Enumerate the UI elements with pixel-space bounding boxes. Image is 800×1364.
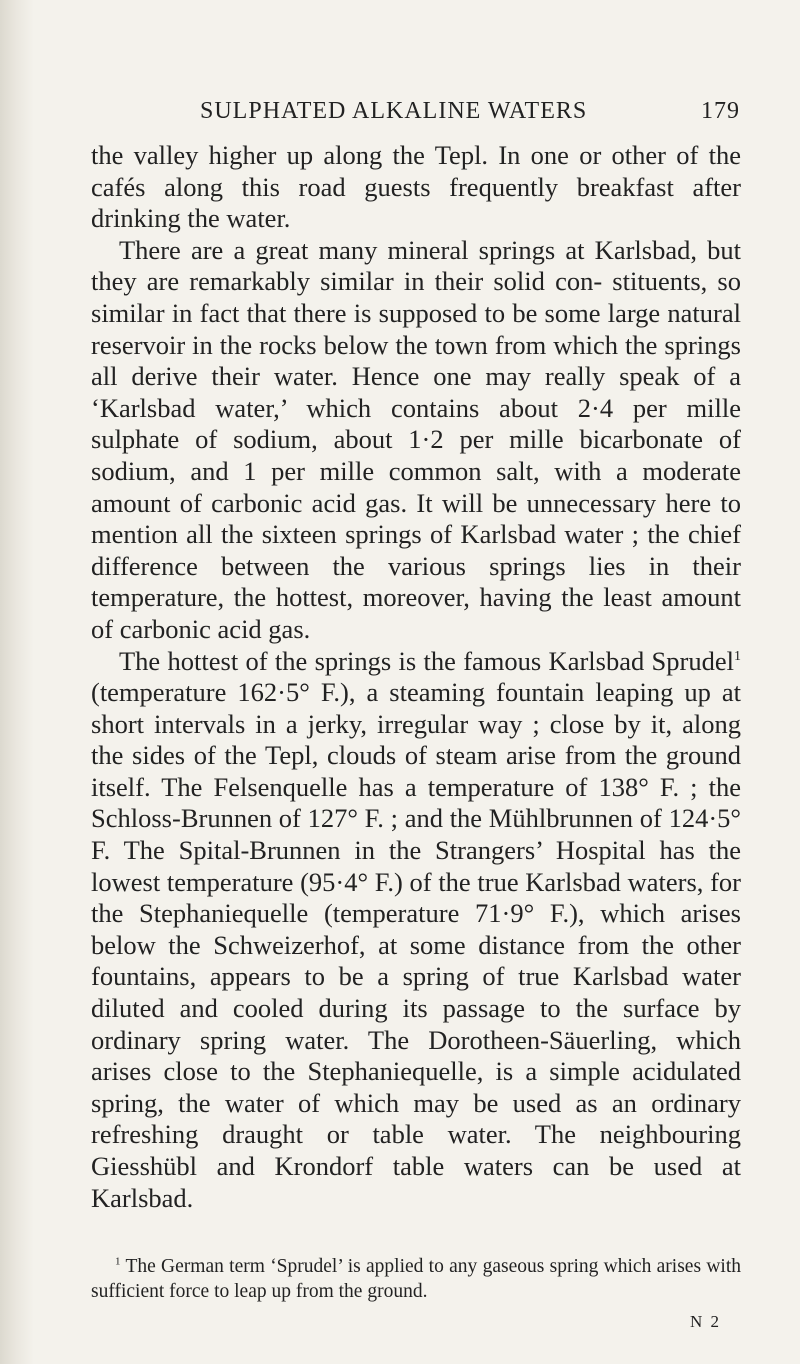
signature-mark: N 2 xyxy=(690,1312,722,1331)
paragraph-2: There are a great many mineral springs at Karlsbad, but they are remarkably similar in their solid con- stituents, so similar in fact that there is supposed to be some large natural reservoir in the rocks below the town from which the springs all derive their water. Hence one may really speak of a ‘Karlsbad water,’ which contains about 2·4 per mille sulphate of sodium, about 1·2 per mille bicarbonate of sodium, and 1 per mille common salt, with a moderate amount of carbonic acid gas. It will be unnecessary here to mention all the sixteen springs of Karlsbad water ; the chief difference between the various springs lies in their temperature, the hottest, moreover, having the least amount of carbonic acid gas. xyxy=(91,234,741,644)
paragraph-3-text-after: (temperature 162·5° F.), a steaming fountain leaping up at short intervals in a jerky, irregular way ; close by it, along the sides of the Tepl, clouds of steam arise from the ground itself. The Felsenquelle has a temperature of 138° F. ; the Schloss-Brunnen of 127° F. ; and the Mühlbrunnen of 124·5° F. The Spital-Brunnen in the Strangers’ Hospital has the lowest temperature (95·4° F.) of the true Karlsbad waters, for the Stephaniequelle (temperature 71·9° F.), which arises below the Schweizerhof, at some distance from the other fountains, appears to be a spring of true Karlsbad water diluted and cooled during its passage to the surface by ordinary spring water. The Dorotheen-Säuerling, which arises close to the Stephaniequelle, is a simple acidulated spring, the water of which may be used as an ordinary refreshing draught or table water. The neighbouring Giesshübl and Krondorf table waters can be used at Karlsbad. xyxy=(91,677,741,1213)
footnote-reference: 1 xyxy=(734,648,741,664)
body-text xyxy=(91,140,741,1214)
running-head: SULPHATED ALKALINE WATERS xyxy=(200,98,588,124)
page-number: 179 xyxy=(701,98,740,124)
footnote xyxy=(91,1254,741,1304)
page-header xyxy=(200,98,740,132)
paragraph-3-text-before: The hottest of the springs is the famous Karlsbad Sprudel xyxy=(119,645,734,676)
page-edge-shadow xyxy=(0,0,34,1364)
paragraph-3 xyxy=(91,646,741,1215)
footnote-mark: 1 xyxy=(115,1255,121,1268)
paragraph-1: the valley higher up along the Tepl. In one or other of the cafés along this road guests frequently breakfast after drinking the water. xyxy=(91,140,741,234)
footnote-text: The German term ‘Sprudel’ is applied to any gaseous spring which arises with sufficient force to leap up from the ground. xyxy=(91,1256,741,1302)
